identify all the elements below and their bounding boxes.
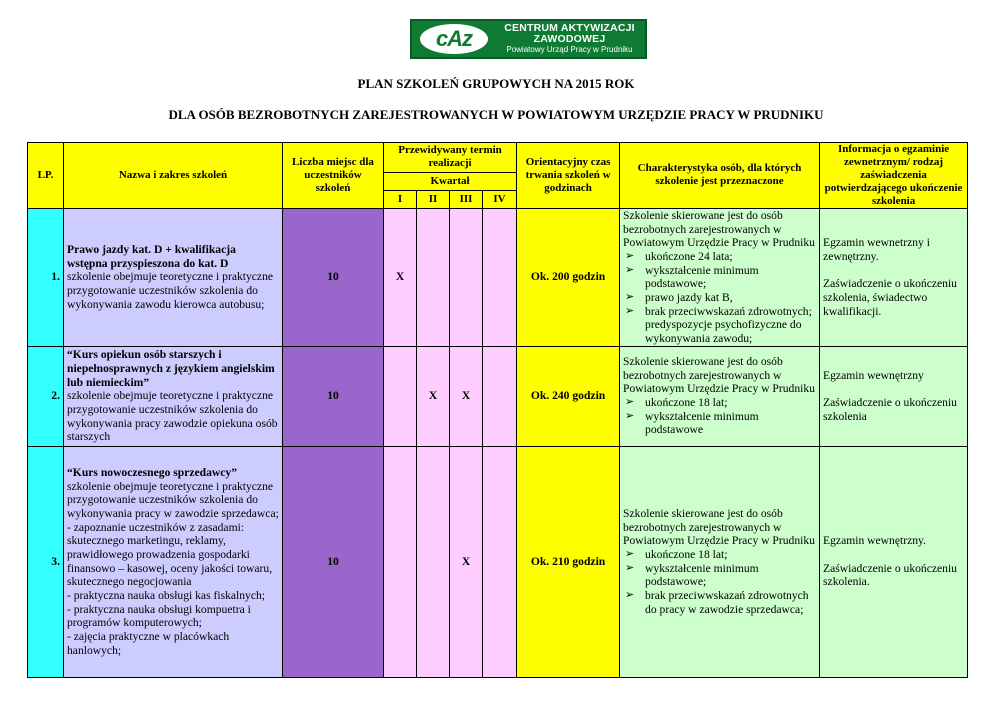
row-duration: Ok. 240 godzin	[517, 346, 620, 446]
header-q3: III	[450, 190, 483, 208]
row-characteristics	[620, 346, 820, 446]
row-q4	[483, 446, 517, 677]
logo-badge: cAz	[420, 24, 488, 54]
header-q1: I	[384, 190, 417, 208]
row-lp: 2.	[28, 346, 64, 446]
list-item: ➢ wykształcenie minimum podstawowe;	[623, 562, 816, 589]
header-lp: LP.	[28, 143, 64, 209]
row-characteristics	[620, 208, 820, 346]
list-item: ➢ ukończone 18 lat;	[623, 548, 816, 562]
logo-text	[494, 23, 645, 54]
info-certificate: Zaświadczenie o ukończeniu szkolenia, świadectwo kwalifikacji.	[823, 277, 957, 318]
row-info	[820, 208, 968, 346]
char-list	[623, 396, 816, 437]
list-item: ➢ prawo jazdy kat B,	[623, 291, 816, 305]
header-q2: II	[417, 190, 450, 208]
table-row	[28, 346, 968, 446]
info-exam: Egzamin wewnętrzny	[823, 368, 924, 382]
row-name	[64, 208, 283, 346]
row-q2	[417, 446, 450, 677]
row-q3: X	[450, 346, 483, 446]
list-item: ➢ ukończone 18 lat;	[623, 396, 816, 410]
char-intro: Szkolenie skierowane jest do osób bezrobotnych zarejestrowanych w Powiatowym Urzędzie Pracy w Prudniku	[623, 506, 815, 548]
row-q2	[417, 208, 450, 346]
list-item: ➢ ukończone 24 lata;	[623, 250, 816, 264]
char-intro: Szkolenie skierowane jest do osób bezrobotnych zarejestrowanych w Powiatowym Urzędzie Pracy w Prudniku	[623, 355, 815, 396]
char-list	[623, 250, 816, 346]
info-certificate: Zaświadczenie o ukończeniu szkolenia	[823, 396, 957, 423]
training-desc: - praktyczna nauka obsługi kompuetra i programów komputerowych;	[67, 602, 251, 630]
row-q1	[384, 346, 417, 446]
training-title: “Kurs nowoczesnego sprzedawcy”	[67, 465, 238, 479]
header-count: Liczba miejsc dla uczestników szkoleń	[283, 143, 384, 209]
header-name: Nazwa i zakres szkoleń	[64, 143, 283, 209]
row-count: 10	[283, 346, 384, 446]
training-plan-table	[27, 142, 968, 678]
row-q1	[384, 446, 417, 677]
row-lp: 3.	[28, 446, 64, 677]
header-duration: Orientacyjny czas trwania szkoleń w godzinach	[517, 143, 620, 209]
header-q4: IV	[483, 190, 517, 208]
row-q3: X	[450, 446, 483, 677]
training-desc: szkolenie obejmuje teoretyczne i praktyczne przygotowanie uczestników szkolenia do wykonywania pracy zawodzie opiekuna osób starszych	[67, 389, 278, 444]
header-quarter: Kwartał	[384, 172, 517, 190]
list-item: ➢ brak przeciwwskazań zdrowotnych do pracy w zawodzie sprzedawca;	[623, 589, 816, 616]
list-item: ➢ brak przeciwwskazań zdrowotnych; predyspozycje psychofizyczne do wykonywania zawodu;	[623, 305, 816, 346]
row-characteristics	[620, 446, 820, 677]
training-desc: szkolenie obejmuje teoretyczne i praktyczne przygotowanie uczestników szkolenia do wykonywania pracy w zawodzie sprzedawca;	[67, 479, 279, 520]
row-duration: Ok. 200 godzin	[517, 208, 620, 346]
header-term: Przewidywany termin realizacji	[384, 143, 517, 173]
training-desc: - praktyczna nauka obsługi kas fiskalnych;	[67, 588, 265, 602]
training-title: “Kurs opiekun osób starszych i niepełnosprawnych z językiem angielskim lub niemieckim”	[67, 348, 275, 389]
row-q1: X	[384, 208, 417, 346]
row-count: 10	[283, 446, 384, 677]
info-certificate: Zaświadczenie o ukończeniu szkolenia.	[823, 561, 957, 589]
row-q4	[483, 208, 517, 346]
row-q3	[450, 208, 483, 346]
info-exam: Egzamin wewnętrzny.	[823, 534, 926, 548]
training-desc: - zapoznanie uczestników z zasadami: skutecznego marketingu, reklamy, prawidłowego prowadzenia gospodarki finansowo – kasowej, oceny jakości towaru, skutecznego negocjowania	[67, 520, 273, 589]
info-exam: Egzamin wewnetrzny i zewnętrzny.	[823, 236, 930, 263]
training-desc: szkolenie obejmuje teoretyczne i praktyczne przygotowanie uczestników szkolenia do wykonywania zawodu kierowca autobusu;	[67, 270, 274, 311]
table-row	[28, 208, 968, 346]
logo-line-2: ZAWODOWEJ	[533, 33, 606, 46]
row-name	[64, 446, 283, 677]
logo	[410, 19, 647, 59]
page-title: PLAN SZKOLEŃ GRUPOWYCH NA 2015 ROK	[357, 76, 635, 91]
char-list	[623, 548, 816, 616]
row-count: 10	[283, 208, 384, 346]
page-subtitle: DLA OSÓB BEZROBOTNYCH ZAREJESTROWANYCH W POWIATOWYM URZĘDZIE PRACY W PRUDNIKU	[168, 107, 824, 122]
row-q4	[483, 346, 517, 446]
row-info	[820, 446, 968, 677]
row-lp: 1.	[28, 208, 64, 346]
list-item: ➢ wykształcenie minimum podstawowe;	[623, 264, 816, 291]
training-title: Prawo jazdy kat. D + kwalifikacja wstępna przyspieszona do kat. D	[67, 243, 236, 270]
row-duration: Ok. 210 godzin	[517, 446, 620, 677]
logo-line-3: Powiatowy Urząd Pracy w Prudniku	[506, 45, 633, 55]
row-info	[820, 346, 968, 446]
header-characteristics: Charakterystyka osób, dla których szkolenie jest przeznaczone	[620, 143, 820, 209]
training-desc: - zajęcia praktyczne w placówkach hanlowych;	[67, 629, 230, 657]
row-q2: X	[417, 346, 450, 446]
row-name	[64, 346, 283, 446]
logo-line-1: CENTRUM AKTYWIZACJI	[504, 22, 635, 35]
char-intro: Szkolenie skierowane jest do osób bezrobotnych zarejestrowanych w Powiatowym Urzędzie Pracy w Prudniku	[623, 208, 815, 250]
header-info: Informacja o egzaminie zewnetrznym/ rodzaj zaświadczenia potwierdzającego ukończenie szkolenia	[820, 143, 968, 209]
table-row	[28, 446, 968, 677]
list-item: ➢ wykształcenie minimum podstawowe	[623, 410, 816, 437]
